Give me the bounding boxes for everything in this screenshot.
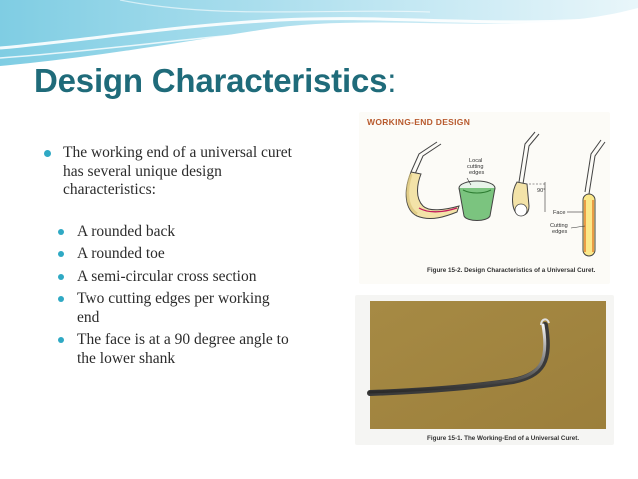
bullet-dot-icon xyxy=(58,296,64,302)
bullet-dot-icon xyxy=(58,274,64,280)
curet-front-view xyxy=(513,132,546,216)
label-edges-2: edges xyxy=(552,229,568,235)
bullet-list xyxy=(44,144,344,372)
figure-header: WORKING-END DESIGN xyxy=(367,117,471,127)
curet-face-view xyxy=(550,140,605,256)
label-edges: edges xyxy=(469,170,485,176)
figure-caption: Figure 15-1. The Working-End of a Universal Curet. xyxy=(427,435,580,442)
main-bullet: The working end of a universal curet has several unique design characteristics: xyxy=(44,144,295,200)
sub-bullet-list xyxy=(44,223,344,369)
curet-diagram xyxy=(359,112,610,284)
curet-cross-section xyxy=(459,158,495,221)
label-local: Local xyxy=(469,158,483,164)
sub-bullet: A semi-circular cross section xyxy=(58,268,344,287)
bullet-dot-icon xyxy=(58,337,64,343)
slide-title: Design Characteristics: xyxy=(34,62,397,99)
sub-bullet: Two cutting edges per working end xyxy=(58,290,292,327)
label-face: Face xyxy=(553,210,566,216)
curet-side-view xyxy=(406,142,459,219)
label-cutting-2: Cutting xyxy=(550,223,568,229)
working-end-design-figure xyxy=(359,112,610,284)
bullet-dot-icon xyxy=(58,229,64,235)
label-cutting: cutting xyxy=(467,164,484,170)
sub-bullet: The face is at a 90 degree angle to the lower shank xyxy=(58,331,292,368)
curet-photo xyxy=(355,295,614,445)
bullet-dot-icon xyxy=(44,150,51,157)
figure-caption: Figure 15-2. Design Characteristics of a Universal Curet. xyxy=(427,267,596,274)
label-angle: 90° xyxy=(537,188,546,194)
working-end-photo-figure xyxy=(355,295,614,445)
bullet-dot-icon xyxy=(58,251,64,257)
sub-bullet: A rounded toe xyxy=(58,245,344,264)
sub-bullet: A rounded back xyxy=(58,223,344,242)
